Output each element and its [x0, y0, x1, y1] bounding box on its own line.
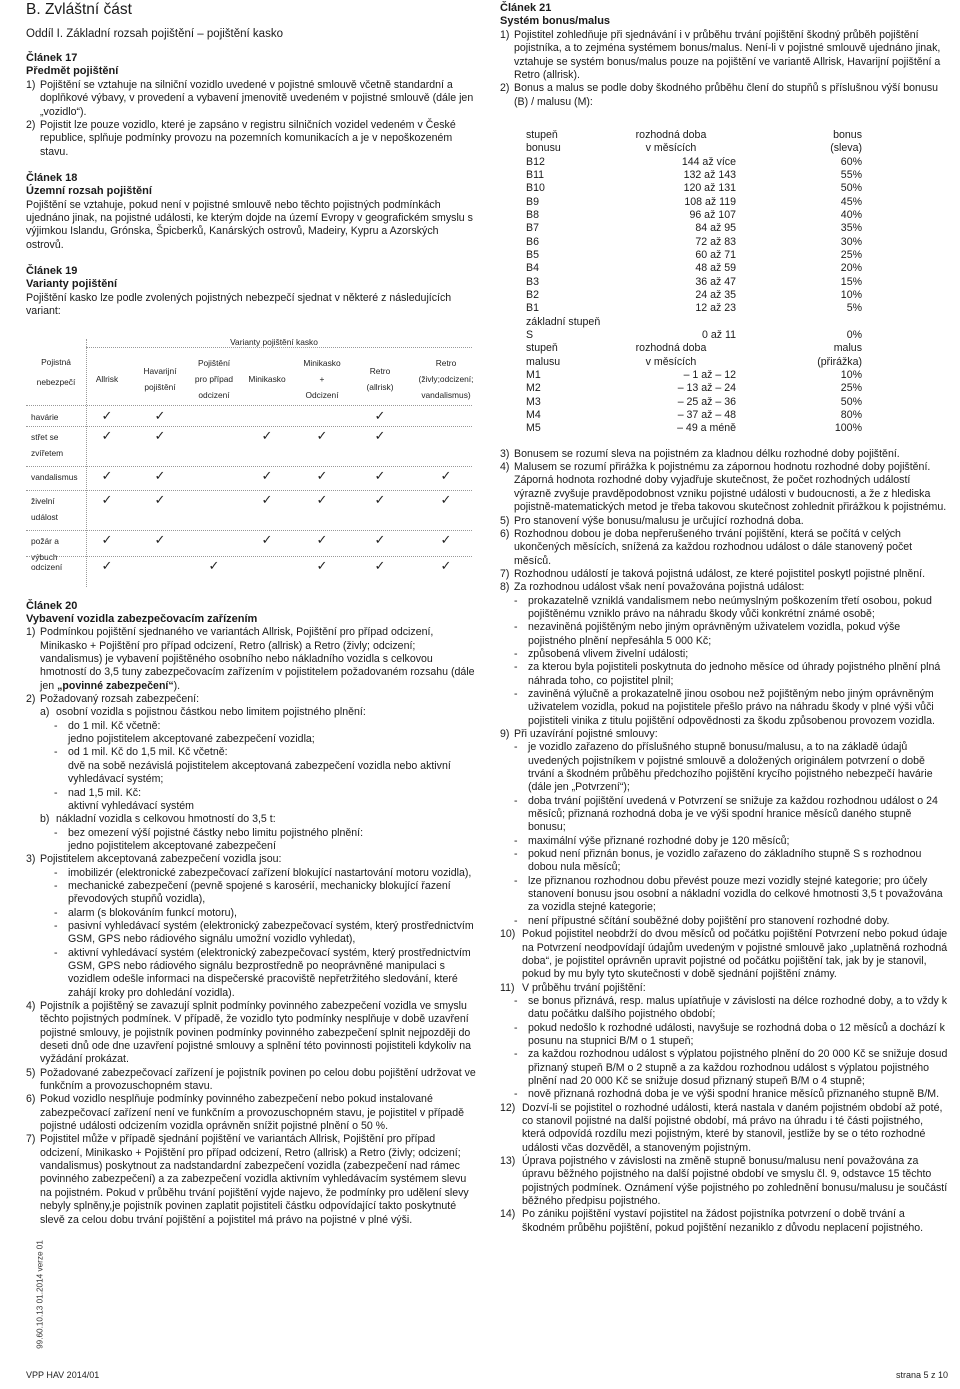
check-mark-icon: ✓ [316, 491, 328, 507]
dash-item: - pokud není přiznán bonus, je vozidlo zařazeno do základního stupně S s rozhodnou dobou nula měsíců; [514, 848, 922, 874]
article-21-item-4: 4) Malusem se rozumí přirážka k pojistnému za zápornou hodnotu rozhodné doby pojištění. Záporná hodnota rozhodné doby vyjadřuje skutečnost, že počet rozhodných událostí výrazně zvyšuje pravděpodobnost vzniku pojistné události v budoucnosti, a že z hlediska pojistně-matematických metod je třeba takovou skutečnost zohlednit přirážkou k pojistnému. [500, 461, 947, 514]
check-mark-icon: ✓ [154, 467, 166, 483]
bonus-malus-cell: M3 [526, 395, 541, 408]
bonus-malus-cell: B8 [526, 208, 539, 221]
article-18-text: Pojištění se vztahuje, pokud není v pojistné smlouvě nebo těchto pojistných podmínkách ujednáno jinak, na pojistné události, ke kterým dojde na území Evropy v geografickém smyslu s výjimkou Islandu, Grónska, Špicberků, Kanárských ostrovů, Madeiry, Kypru a Azorských ostrovů. [26, 198, 473, 251]
sub-item-a: a) osobní vozidla s pojistnou částkou nebo limitem pojistného plnění: [40, 706, 366, 719]
article-21-item-6: 6) Rozhodnou dobou je doba nepřerušeného trvání pojištění, která se počítá v celých ukončených měsících, snížená za každou rozhodnou událost o dále stanovený počet měsíců. [500, 527, 913, 567]
bonus-malus-cell: bonusu [526, 142, 561, 155]
check-mark-icon: ✓ [316, 427, 328, 443]
check-mark-icon: ✓ [154, 531, 166, 547]
bonus-malus-cell: rozhodná doba [635, 342, 707, 355]
variant-column-header: Retro (allrisk) [366, 365, 394, 392]
bonus-malus-cell: 30% [840, 235, 862, 248]
dash-item: - pokud nedošlo k rozhodné události, navyšuje se rozhodná doba o 12 měsíců a dochází k posunu na stupnici B/M o 1 stupeň; [514, 1021, 945, 1047]
variant-column-header: Retro (živly;odcizení; vandalismus) [418, 357, 474, 400]
item-text: Pojištění se vztahuje na silniční vozidlo uvedené v pojistné smlouvě včetně standardní a doplňkové výbavy, v provedení a vybavení jmenovitě uvedeném v pojistné smlouvě (dále jen „vozidlo“). [40, 78, 474, 118]
bonus-malus-cell: B11 [526, 168, 545, 181]
peril-row-label: havárie [31, 411, 59, 422]
sub-item-b: b) nákladní vozidla s celkovou hmotností do 3,5 t: [40, 813, 276, 826]
bonus-malus-cell: S [526, 329, 534, 342]
section-title: B. Zvláštní část [26, 1, 132, 18]
article-21-item-9: 9) Při uzavírání pojistné smlouvy: [500, 728, 658, 740]
bonus-malus-cell: B1 [526, 302, 539, 315]
dash-item: - bez omezení výší pojistné částky nebo limitu pojistného plnění: [54, 826, 364, 839]
article-19-title: Varianty pojištění [26, 278, 118, 291]
bonus-malus-cell: – 25 až – 36 [677, 395, 736, 408]
bonus-malus-cell: 5% [846, 302, 862, 315]
bonus-malus-cell: 108 až 119 [684, 195, 736, 208]
article-18-number: Článek 18 [26, 171, 78, 184]
article-21-item-11: 11) V průběhu trvání pojištění: [500, 981, 646, 994]
bonus-malus-cell: 10% [840, 289, 862, 301]
bonus-malus-cell: (přirážka) [817, 355, 862, 368]
dash-item: - alarm (s blokováním funkcí motoru), [54, 906, 237, 919]
bonus-malus-cell: B2 [526, 289, 539, 301]
bonus-malus-cell: v měsících [645, 355, 697, 368]
bonus-malus-row [526, 196, 862, 209]
item-text: Pojistit lze pouze vozidlo, které je zapsáno v registru silničních vozidel vedeném v České republice, splňuje podmínky provozu na pozemních komunikacích a je v nepoškozeném stavu. [40, 118, 456, 158]
article-21-item-1: 1) Pojistitel zohledňuje při sjednávání i v průběhu trvání pojištění škodný průběh pojištění pojistníka, a to zejména systémem bonus/malus. Není-li v pojistné smlouvě ujednáno jinak, vztahuje se systém bonus/malus pouze na pojištění ve variantě Allrisk, Havarijní pojištění a Retro (allrisk). [500, 28, 941, 81]
side-document-code: 99.60.10.13 01.2014 verze 01 [35, 1240, 45, 1349]
bonus-malus-cell: 96 až 107 [689, 208, 736, 221]
bonus-malus-cell: 55% [840, 168, 862, 181]
bonus-malus-cell: rozhodná doba [635, 128, 707, 141]
dash-item: - není přípustné sčítání souběžné doby pojištění pro stanovení rozhodné doby. [514, 914, 890, 927]
dash-item: - nově přiznaná rozhodná doba je ve výši spodní hranice měsíců přiznaného stupně B/M. [514, 1088, 940, 1101]
bonus-malus-cell: – 13 až – 24 [677, 382, 736, 395]
bonus-malus-row [526, 409, 862, 422]
bonus-malus-cell: 48 až 59 [695, 262, 736, 275]
bonus-malus-row [526, 209, 862, 222]
article-17-item-1 [26, 79, 478, 119]
check-mark-icon: ✓ [374, 531, 386, 547]
dash-item: - nezaviněná pojištěným nebo jiným oprávněným uživatelem vozidla, pokud výše pojistného plnění nepřesáhla 5 000 Kč; [514, 621, 901, 647]
check-mark-icon: ✓ [374, 407, 386, 423]
bonus-malus-cell: 0% [846, 329, 862, 342]
variant-column-header: Minikasko [248, 373, 286, 384]
bonus-malus-cell: 35% [840, 222, 862, 235]
article-19-text: Pojištění kasko lze podle zvolených pojistných nebezpečí sjednat v některé z následujících variant: [26, 291, 452, 318]
bonus-malus-row [526, 129, 862, 142]
article-17-item-2 [26, 119, 478, 159]
bonus-malus-cell: 60% [840, 155, 862, 168]
bonus-malus-cell: – 37 až – 48 [677, 409, 736, 422]
bonus-malus-row [526, 329, 862, 342]
bonus-malus-cell: 50% [840, 395, 862, 408]
article-17-number: Článek 17 [26, 52, 78, 64]
article-21-item-7: 7) Rozhodnou událostí je taková pojistná událost, ze které pojistitel poskytl pojistné plnění. [500, 567, 926, 580]
article-21-number: Článek 21 [500, 2, 552, 14]
dash-item: - prokazatelně vzniklá vandalismem nebo neúmyslným poškozením třetí osobou, pokud pojištěnému vzniklo právo na náhradu škody vůči konkrétní známé osobě; [514, 594, 932, 620]
bonus-malus-cell: 25% [840, 382, 862, 395]
check-mark-icon: ✓ [101, 491, 113, 507]
variant-column-header: Pojištění pro případ odcizení [194, 357, 234, 400]
bonus-malus-row [526, 396, 862, 409]
article-21-item-2: 2) Bonus a malus se podle doby škodného průběhu člení do stupňů s příslušnou výší bonusu (B) / malusu (M): [500, 82, 939, 108]
bonus-malus-cell: – 49 a méně [677, 422, 736, 435]
bonus-malus-cell: – 1 až – 12 [683, 369, 736, 382]
check-mark-icon: ✓ [261, 531, 273, 547]
check-mark-icon: ✓ [374, 491, 386, 507]
article-20-item-2: 2) Požadovaný rozsah zabezpečení: [26, 693, 200, 706]
bonus-malus-cell: M2 [526, 382, 541, 395]
article-21-item-13: 13) Úprava pojistného v závislosti na změně stupně bonusu/malusu není považována za úpravu běžného pojistného na další pojistné období ve smyslu čl. 9, odstavce 15 těchto pojistných podmínek. Oznámení výše pojistného po zohlednění bonusu/malusu je součástí běžného předpisu pojistného. [500, 1155, 948, 1208]
bonus-malus-cell: malus [833, 342, 862, 355]
article-20-item-6: 6) Pokud vozidlo nesplňuje podmínky povinného zabezpečení nebo pokud instalované zabezpečovací zařízení není ve funkčním a provozuschopném stavu, je pojistitel v případě pojistné události odcizením vozidla oprávněn snížit pojistné plnění o 50 %. [26, 1093, 464, 1133]
footer-document-id: VPP HAV 2014/01 [26, 1370, 100, 1380]
article-21-item-5: 5) Pro stanovení výše bonusu/malusu je určující rozhodná doba. [500, 514, 804, 527]
table-divider [26, 556, 472, 557]
check-mark-icon: ✓ [316, 531, 328, 547]
bonus-malus-cell: B5 [526, 248, 539, 261]
item-number: 1) [26, 78, 36, 91]
bonus-malus-cell: 24 až 35 [695, 289, 736, 301]
bonus-malus-row [526, 262, 862, 275]
bonus-malus-cell: 12 až 23 [695, 302, 736, 315]
bonus-malus-cell: B9 [526, 195, 539, 208]
article-20-item-5: 5) Požadované zabezpečovací zařízení je pojistník povinen po celou dobu pojištění udržovat ve funkčním a provozuschopném stavu. [26, 1066, 476, 1093]
table-divider [86, 347, 472, 348]
bonus-malus-cell: 132 až 143 [683, 168, 736, 181]
article-21-item-12: 12) Dozví-li se pojistitel o rozhodné události, která nastala v daném pojistném období až poté, co stanovil pojistné na další pojistné období, má právo na úhradu i té části pojistného, která odpovídá rozdílu mezi pojistným, které by stanovil, jestliže by se o této rozhodné události včas dozvěděl, a stanoveným pojistným. [500, 1101, 943, 1154]
bonus-malus-cell: 20% [840, 262, 862, 275]
bonus-malus-cell: (sleva) [830, 142, 862, 155]
dash-item: - je vozidlo zařazeno do příslušného stupně bonusu/malusu, a to na základě údajů uvedených pojistníkem v pojistné smlouvě a doložených originálem potvrzení o době trvání a škodném průběhu předchozího pojištění krycího pojistného nebezpečí havárie (dále jen „Potvrzení“); [514, 741, 933, 794]
check-mark-icon: ✓ [208, 557, 220, 573]
bonus-malus-row [526, 382, 862, 395]
dash-item: - maximální výše přiznané rozhodné doby je 120 měsíců; [514, 834, 790, 847]
dash-item: - doba trvání pojištění uvedená v Potvrzení se snižuje za každou rozhodnou událost o 24 měsíců; přiznaná rozhodná doba je ve výši spodní hranice měsíců daného stupně bonusu; [514, 794, 938, 834]
article-20-item-1 [26, 626, 478, 693]
dash-item: - lze přiznanou rozhodnou dobu převést pouze mezi vozidly stejné kategorie; pro účely stanovení bonusu jsou osobní a nákladní vozidla do celkové hmotnosti 3,5 t považována za vozidla stejné kategorie; [514, 874, 943, 914]
table-divider [26, 466, 472, 467]
check-mark-icon: ✓ [316, 557, 328, 573]
bonus-malus-cell: B3 [526, 275, 539, 288]
bonus-malus-row [526, 169, 862, 182]
article-20-title: Vybavení vozidla zabezpečovacím zařízením [26, 612, 258, 625]
right-column [500, 0, 948, 1235]
dash-item-detail: jedno pojistitelem akceptované zabezpečení [68, 839, 276, 852]
variant-column-header: Minikasko + Odcizení [303, 357, 341, 400]
variants-table [26, 335, 472, 587]
item-number: 2) [26, 118, 36, 131]
article-20-item-7: 7) Pojistitel může v případě sjednání pojištění ve variantách Allrisk, Pojištění pro případ odcizení, Minikasko + Pojištění pro případ odcizení, Retro (allrisk) a Retro (živly; odcizení; vandalismus) poskytnout za nadstandardní zabezpečení vozidla (zabezpečení nad rámec povinného zabezpečení) a za zabezpečení vozidla aktivním vyhledávacím systémem slevu na pojistném. Pokud v průběhu trvání pojištění vyjde najevo, že podmínky pro udělení slevy nebyly splněny,je pojistník povinen zaplatit pojistiteli částku odpovídající takto poskytnuté slevě za celou dobu trvání pojištění a pojistitel má právo na pojistné v plné výši. [26, 1133, 469, 1226]
table-divider [26, 490, 472, 491]
dash-item-detail: aktivní vyhledávací systém [68, 799, 194, 812]
bonus-malus-cell: 80% [840, 409, 862, 422]
article-17-title: Předmět pojištění [26, 65, 119, 78]
bonus-malus-row [526, 369, 862, 382]
article-21-title: Systém bonus/malus [500, 15, 611, 28]
bonus-malus-cell: B7 [526, 222, 539, 235]
left-column [26, 0, 478, 1227]
dash-item: - způsobená vlivem živelní události; [514, 647, 689, 660]
bonus-malus-row [526, 422, 862, 435]
check-mark-icon: ✓ [261, 491, 273, 507]
subsection-title: Oddíl I. Základní rozsah pojištění – pojištění kasko [26, 28, 283, 40]
bonus-malus-cell: 0 až 11 [702, 329, 736, 342]
bonus-malus-row [526, 249, 862, 262]
bonus-malus-cell: B6 [526, 235, 539, 248]
check-mark-icon: ✓ [154, 427, 166, 443]
article-18-title: Územní rozsah pojištění [26, 185, 152, 198]
bonus-malus-cell: 36 až 47 [695, 275, 736, 288]
bonus-malus-row [526, 342, 862, 355]
article-21-item-8: 8) Za rozhodnou událost však není považována pojistná událost: [500, 581, 805, 594]
check-mark-icon: ✓ [374, 557, 386, 573]
dash-item: - se bonus přiznává, resp. malus upíatňuje v závislosti na délce rozhodné doby, a to vždy k datu počátku dalšího pojistného období; [514, 994, 948, 1021]
bonus-malus-row [526, 222, 862, 235]
variants-group-header: Varianty pojištění kasko [230, 336, 318, 347]
bonus-malus-row [526, 302, 862, 315]
peril-row-label: vandalismus [31, 471, 78, 482]
item-text: Podmínkou pojištění sjednaného ve variantách Allrisk, Pojištění pro případ odcizení, Minikasko + Pojištění pro případ odcizení, Retro (allrisk) a Retro (živly; odcizení; vandalismus) je vybavení pojištěného osobního nebo nákladního vozidla s celkovou hmotností do 3,5 tuny zabezpečovacím zařízením v pojistitelem požadovaném rozsahu (dále jen „povinné zabezpečení“). [40, 626, 475, 692]
bonus-malus-cell: 60 až 71 [695, 248, 736, 261]
variant-column-header: Havarijní pojištění [143, 365, 177, 392]
bonus-malus-cell: M4 [526, 409, 541, 422]
bonus-malus-cell: malusu [526, 355, 561, 368]
bonus-malus-row [526, 156, 862, 169]
variant-column-header: Allrisk [95, 373, 119, 384]
peril-row-label: střet se zvířetem [31, 431, 64, 458]
item-number: 1) [26, 626, 36, 639]
bonus-malus-row [526, 316, 862, 329]
bonus-malus-cell: 72 až 83 [695, 235, 736, 248]
check-mark-icon: ✓ [316, 467, 328, 483]
bonus-malus-cell: M1 [526, 369, 541, 382]
article-20-item-4: 4) Pojistník a pojištěný se zavazují splnit podmínky povinného zabezpečení vozidla ve smyslu těchto pojistných podmínek. V případě, že vozidlo tyto podmínky nesplňuje v době uzavření pojistné smlouvy, je pojistník povinen podmínky povinného zabezpečení splnit nejpozději do deseti dnů ode dne uzavření pojistné smlouvy a splnění této povinnosti pojistiteli kdykoliv na vyžádání prokázat. [26, 1000, 472, 1066]
bonus-malus-row [526, 289, 862, 302]
bonus-malus-cell: B4 [526, 262, 539, 275]
table-divider [26, 426, 472, 427]
bonus-malus-row [526, 182, 862, 195]
bonus-malus-cell [606, 316, 736, 329]
bonus-malus-row [526, 276, 862, 289]
check-mark-icon: ✓ [101, 407, 113, 423]
bonus-malus-cell: 10% [840, 369, 862, 382]
bonus-malus-row [526, 356, 862, 369]
bonus-malus-cell: 50% [840, 182, 862, 195]
article-21-item-14: 14) Po zániku pojištění vystaví pojistitel na žádost pojistníka potvrzení o době trvání a škodném průběhu pojištění, pokud pojištění nezaniklo z důvodu neplacení pojistného. [500, 1208, 924, 1234]
bonus-malus-table [526, 129, 862, 436]
bonus-malus-cell: 15% [840, 275, 862, 288]
check-mark-icon: ✓ [261, 467, 273, 483]
bonus-malus-cell: 25% [840, 248, 862, 261]
article-20-number: Článek 20 [26, 599, 78, 612]
bonus-malus-cell: 40% [840, 208, 862, 221]
bonus-malus-cell: 45% [840, 195, 862, 208]
article-19-number: Článek 19 [26, 265, 78, 278]
check-mark-icon: ✓ [101, 467, 113, 483]
bonus-malus-cell: bonus [833, 128, 862, 141]
bonus-malus-cell: stupeň [526, 128, 558, 141]
variants-corner-header: Pojistná nebezpečí [36, 356, 76, 387]
check-mark-icon: ✓ [440, 557, 452, 573]
dash-item: - nad 1,5 mil. Kč: [54, 786, 142, 799]
peril-row-label: odcizení [31, 561, 63, 572]
dash-item: - za každou rozhodnou událost s výplatou pojistného plnění do 20 000 Kč se snižuje dosud přiznaný stupeň B/M o 2 stupně a za každou rozhodnou událost s výplatou pojistného plnění nad 20 000 Kč se snižuje dosud přiznaný stupeň B/M o 4 stupně; [514, 1048, 948, 1087]
check-mark-icon: ✓ [374, 427, 386, 443]
bonus-malus-cell [736, 316, 862, 329]
check-mark-icon: ✓ [101, 531, 113, 547]
dash-item: - od 1 mil. Kč do 1,5 mil. Kč včetně: [54, 746, 228, 759]
dash-item: - zaviněná výlučně a prokazatelně jinou osobou než pojištěným nebo jiným oprávněným uživatelem vozidla, pokud na pojistitele přešlo právo na náhradu škody v plné výši vůči pojistiteli vinika z titulu pojištění odpovědnosti za škodu způsobenou provozem vozidla. [514, 687, 935, 727]
check-mark-icon: ✓ [374, 467, 386, 483]
bonus-malus-cell: stupeň [526, 342, 558, 355]
article-21-item-10: 10) Pokud pojistitel neobdrží do dvou měsíců od počátku pojištění Potvrzení nebo pokud údaje na Potvrzení neodpovídají údajům uvedeným v pojistné smlouvě jako „uplatněná rozhodná doba“, je pojistitel oprávněn upravit pojistné od počátku pojištění tak, jak by je stanovil, pokud by mu byly tyto skutečnosti v době sjednání pojištění známy. [500, 928, 948, 981]
check-mark-icon: ✓ [101, 427, 113, 443]
dash-item: - mechanické zabezpečení (pevně spojené s karosérií, mechanicky blokující řazení převodových stupňů vozidla), [54, 879, 451, 906]
bonus-malus-row [526, 142, 862, 155]
check-mark-icon: ✓ [440, 467, 452, 483]
bonus-malus-cell: B12 [526, 155, 545, 168]
peril-row-label: požár a výbuch [31, 535, 59, 562]
dash-item-detail: jedno pojistitelem akceptované zabezpečení vozidla; [68, 733, 315, 746]
bonus-malus-cell: 144 až více [681, 155, 736, 168]
dash-item: - do 1 mil. Kč včetně: [54, 719, 161, 732]
bonus-malus-cell: 100% [834, 422, 862, 435]
mandatory-security-term: „povinné zabezpečení“ [57, 679, 174, 692]
dash-item: - imobilizér (elektronické zabezpečovací zařízení blokující nastartování motoru vozidla), [54, 866, 472, 879]
dash-item: - aktivní vyhledávací systém (elektronický zabezpečovací systém, který prostřednictvím GSM, GPS nebo rádiového signálu bezprostředně po neoprávněné manipulaci s vozidlem odešle informaci na dispečerské pracoviště nepřetržitého sledování, které zahájí kroky pro dohledání vozidla). [54, 946, 471, 999]
check-mark-icon: ✓ [101, 557, 113, 573]
article-20-item-3: 3) Pojistitelem akceptovaná zabezpečení vozidla jsou: [26, 853, 282, 866]
bonus-malus-cell: 84 až 95 [695, 222, 736, 235]
check-mark-icon: ✓ [261, 427, 273, 443]
bonus-malus-cell: 120 až 131 [683, 182, 736, 195]
bonus-malus-cell: v měsících [645, 142, 697, 155]
bonus-malus-cell: B10 [526, 182, 545, 195]
table-divider [26, 405, 472, 406]
footer-page-number: strana 5 z 10 [895, 1370, 948, 1380]
bonus-malus-cell: M5 [526, 422, 541, 435]
check-mark-icon: ✓ [154, 491, 166, 507]
article-21-item-3: 3) Bonusem se rozumí sleva na pojistném za kladnou délku rozhodné doby pojištění. [500, 447, 900, 460]
check-mark-icon: ✓ [154, 407, 166, 423]
table-divider [26, 530, 472, 531]
dash-item: - za kterou byla pojistiteli poskytnuta do jednoho měsíce od úhrady pojistného plnění plná náhrada toho, co pojistitel plnil; [514, 661, 941, 687]
peril-row-label: živelní událost [31, 495, 59, 522]
bonus-malus-row [526, 236, 862, 249]
dash-item: - pasivní vyhledávací systém (elektronický zabezpečovací systém, který prostřednictvím GSM, GPS nebo rádiového signálu umožní vozidlo vyhledat), [54, 919, 474, 946]
bonus-malus-cell: základní stupeň [526, 315, 601, 328]
check-mark-icon: ✓ [440, 531, 452, 547]
dash-item-detail: dvě na sobě nezávislá pojistitelem akceptovaná zabezpečení vozidla nebo aktivní vyhledávací systém; [68, 759, 451, 786]
check-mark-icon: ✓ [440, 491, 452, 507]
